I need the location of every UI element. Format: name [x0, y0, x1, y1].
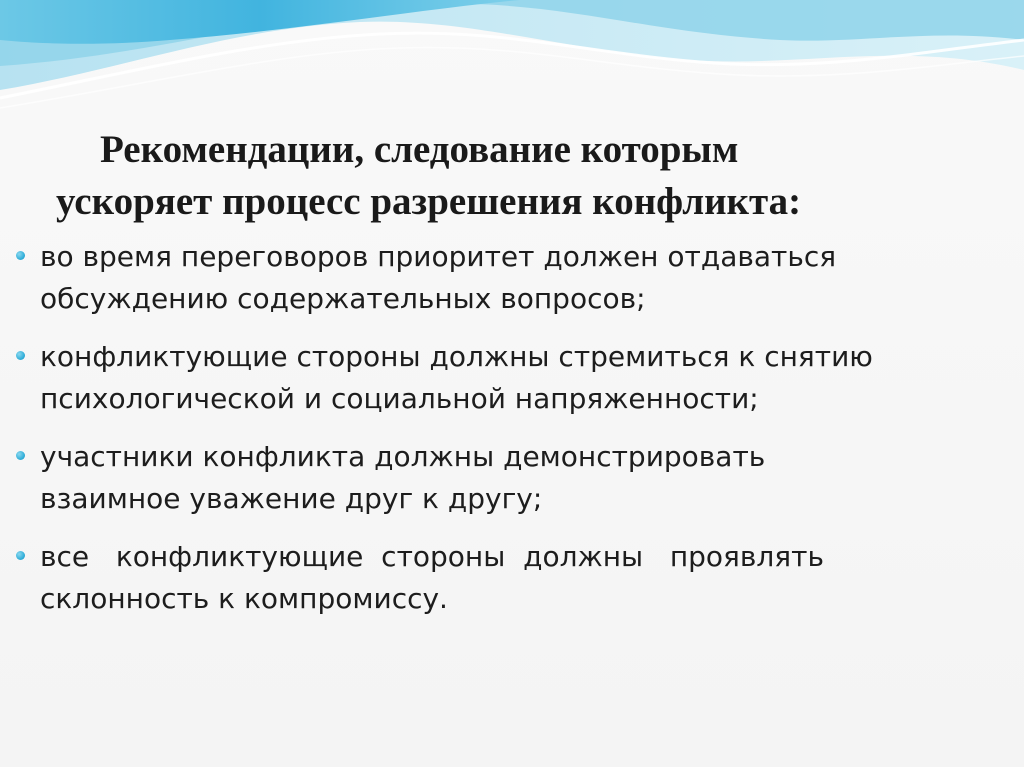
- list-item-line: участники конфликта должны демонстрировать: [40, 440, 766, 473]
- bullet-dot-icon: [16, 451, 25, 460]
- bullet-list: [0, 236, 1000, 636]
- bullet-dot-icon: [16, 351, 25, 360]
- list-item-line: психологической и социальной напряженности;: [40, 382, 759, 415]
- title-line: Рекомендации, следование которым: [100, 128, 739, 171]
- list-item-line: все конфликтующие стороны должны проявлять: [40, 540, 824, 573]
- bullet-dot-icon: [16, 251, 25, 260]
- bullet-dot-icon: [16, 551, 25, 560]
- list-item: [0, 436, 1000, 520]
- wave-highlight-thin: [0, 48, 1024, 108]
- list-item-line: во время переговоров приоритет должен отдаваться: [40, 240, 837, 273]
- list-item-line: конфликтующие стороны должны стремиться к снятию: [40, 340, 873, 373]
- list-item-line: взаимное уважение друг к другу;: [40, 482, 543, 515]
- list-item-line: склонность к компромиссу.: [40, 582, 448, 615]
- list-item: [0, 536, 1000, 620]
- list-item: [0, 236, 1000, 320]
- slide-title: [56, 124, 986, 228]
- list-item: [0, 336, 1000, 420]
- title-line: ускоряет процесс разрешения конфликта:: [56, 180, 802, 223]
- list-item-line: обсуждению содержательных вопросов;: [40, 282, 646, 315]
- wave-banner: [0, 0, 1024, 125]
